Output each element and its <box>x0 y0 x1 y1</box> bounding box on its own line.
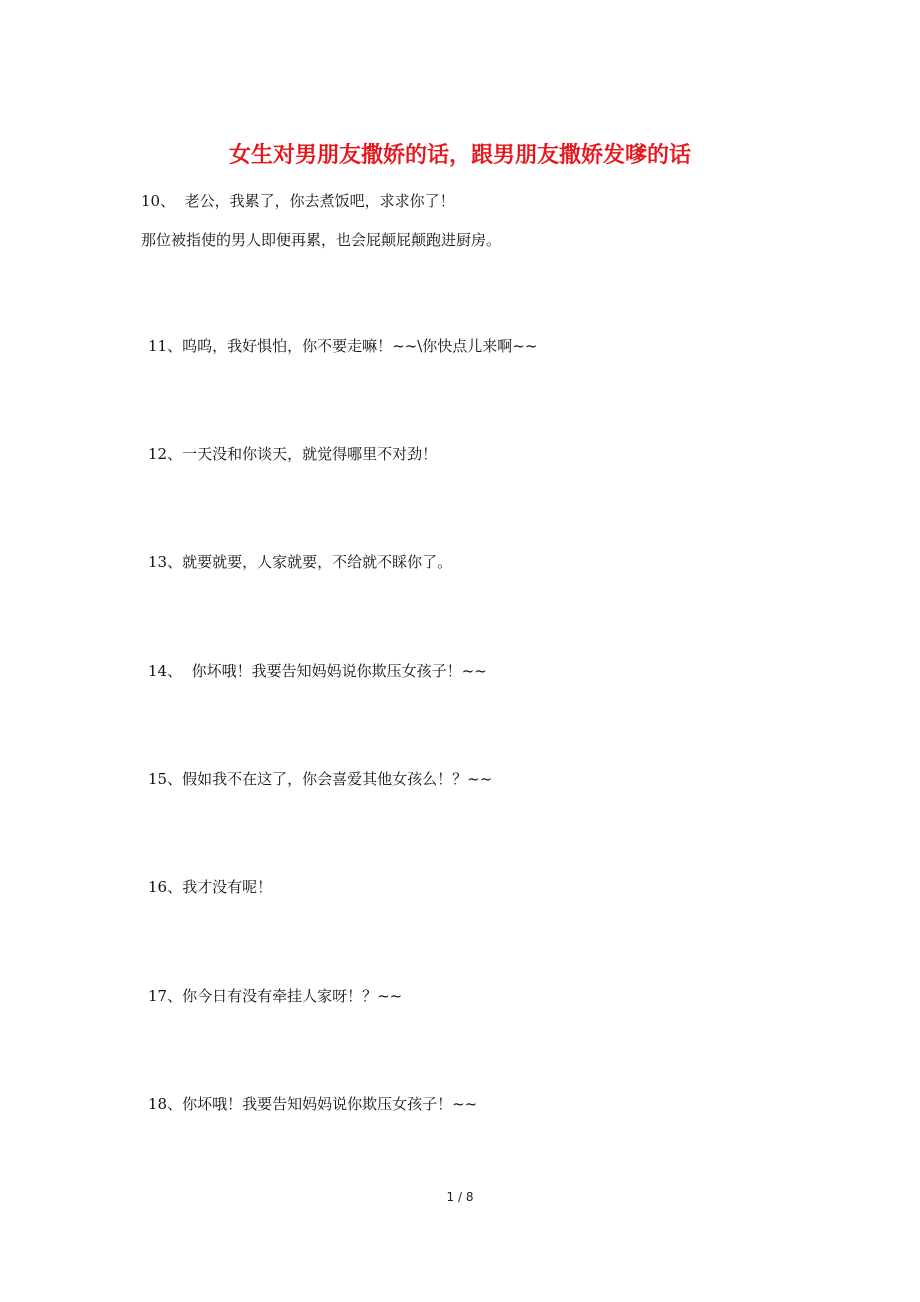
page-number: 1 / 8 <box>446 1190 474 1204</box>
text-line-13: 13、就要就要，人家就要，不给就不睬你了。 <box>148 553 453 571</box>
text-line-11: 11、呜呜，我好惧怕，你不要走嘛！~~\你快点儿来啊~~ <box>148 337 538 355</box>
text-line-14: 14、 你坏哦！我要告知妈妈说你欺压女孩子！~~ <box>148 662 487 680</box>
text-line-16: 16、我才没有呢！ <box>148 878 273 896</box>
text-line-10-note: 那位被指使的男人即便再累，也会屁颠屁颠跑进厨房。 <box>141 231 502 249</box>
text-line-17: 17、你今日有没有牵挂人家呀！？~~ <box>148 987 403 1005</box>
document-title: 女生对男朋友撒娇的话，跟男朋友撒娇发嗲的话 <box>228 142 691 168</box>
text-line-18: 18、你坏哦！我要告知妈妈说你欺压女孩子！~~ <box>148 1095 478 1113</box>
text-line-10: 10、 老公，我累了，你去煮饭吧，求求你了！ <box>141 192 455 210</box>
text-line-15: 15、假如我不在这了，你会喜爱其他女孩么！？~~ <box>148 770 493 788</box>
text-line-12: 12、一天没和你谈天，就觉得哪里不对劲！ <box>148 445 438 463</box>
